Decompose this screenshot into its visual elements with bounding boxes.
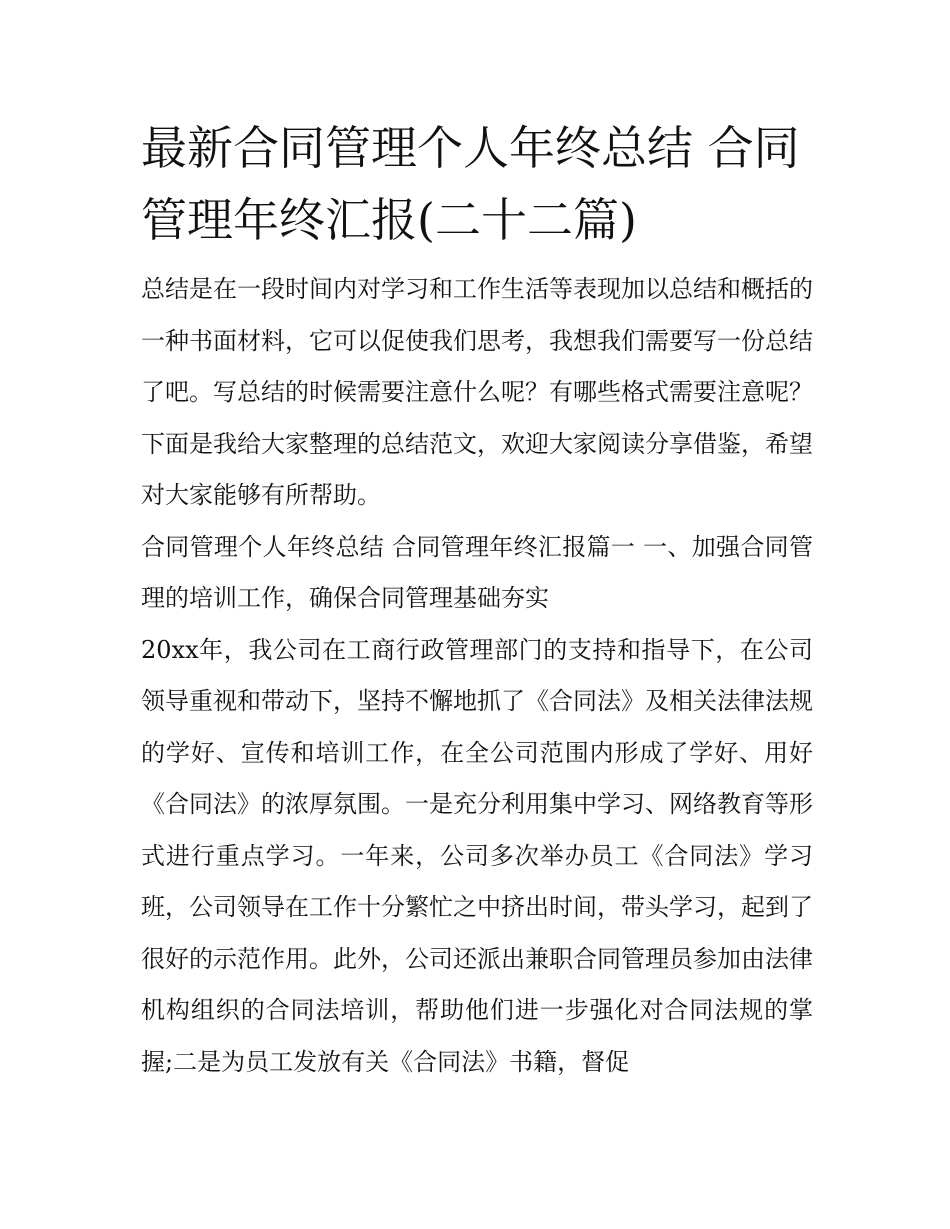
- intro-paragraph: 总结是在一段时间内对学习和工作生活等表现加以总结和概括的一种书面材料，它可以促使我们思考，我想我们需要写一份总结了吧。写总结的时候需要注意什么呢？有哪些格式需要注意呢？下面是我给大家整理的总结范文，欢迎大家阅读分享借鉴，希望对大家能够有所帮助。: [141, 275, 813, 509]
- section-heading-paragraph: 合同管理个人年终总结 合同管理年终汇报篇一 一、加强合同管理的培训工作，确保合同管理基础夯实: [141, 532, 813, 612]
- document-title: 最新合同管理个人年终总结 合同管理年终汇报(二十二篇): [141, 121, 800, 247]
- document-body: [141, 112, 813, 1088]
- body-paragraph: 20xx年，我公司在工商行政管理部门的支持和指导下，在公司领导重视和带动下，坚持不懈地抓了《合同法》及相关法律法规的学好、宣传和培训工作，在全公司范围内形成了学好、用好《合同法》的浓厚氛围。一是充分利用集中学习、网络教育等形式进行重点学习。一年来，公司多次举办员工《合同法》学习班，公司领导在工作十分繁忙之中挤出时间，带头学习，起到了很好的示范作用。此外，公司还派出兼职合同管理员参加由法律机构组织的合同法培训，帮助他们进一步强化对合同法规的掌握;二是为员工发放有关《合同法》书籍，督促: [141, 635, 813, 1076]
